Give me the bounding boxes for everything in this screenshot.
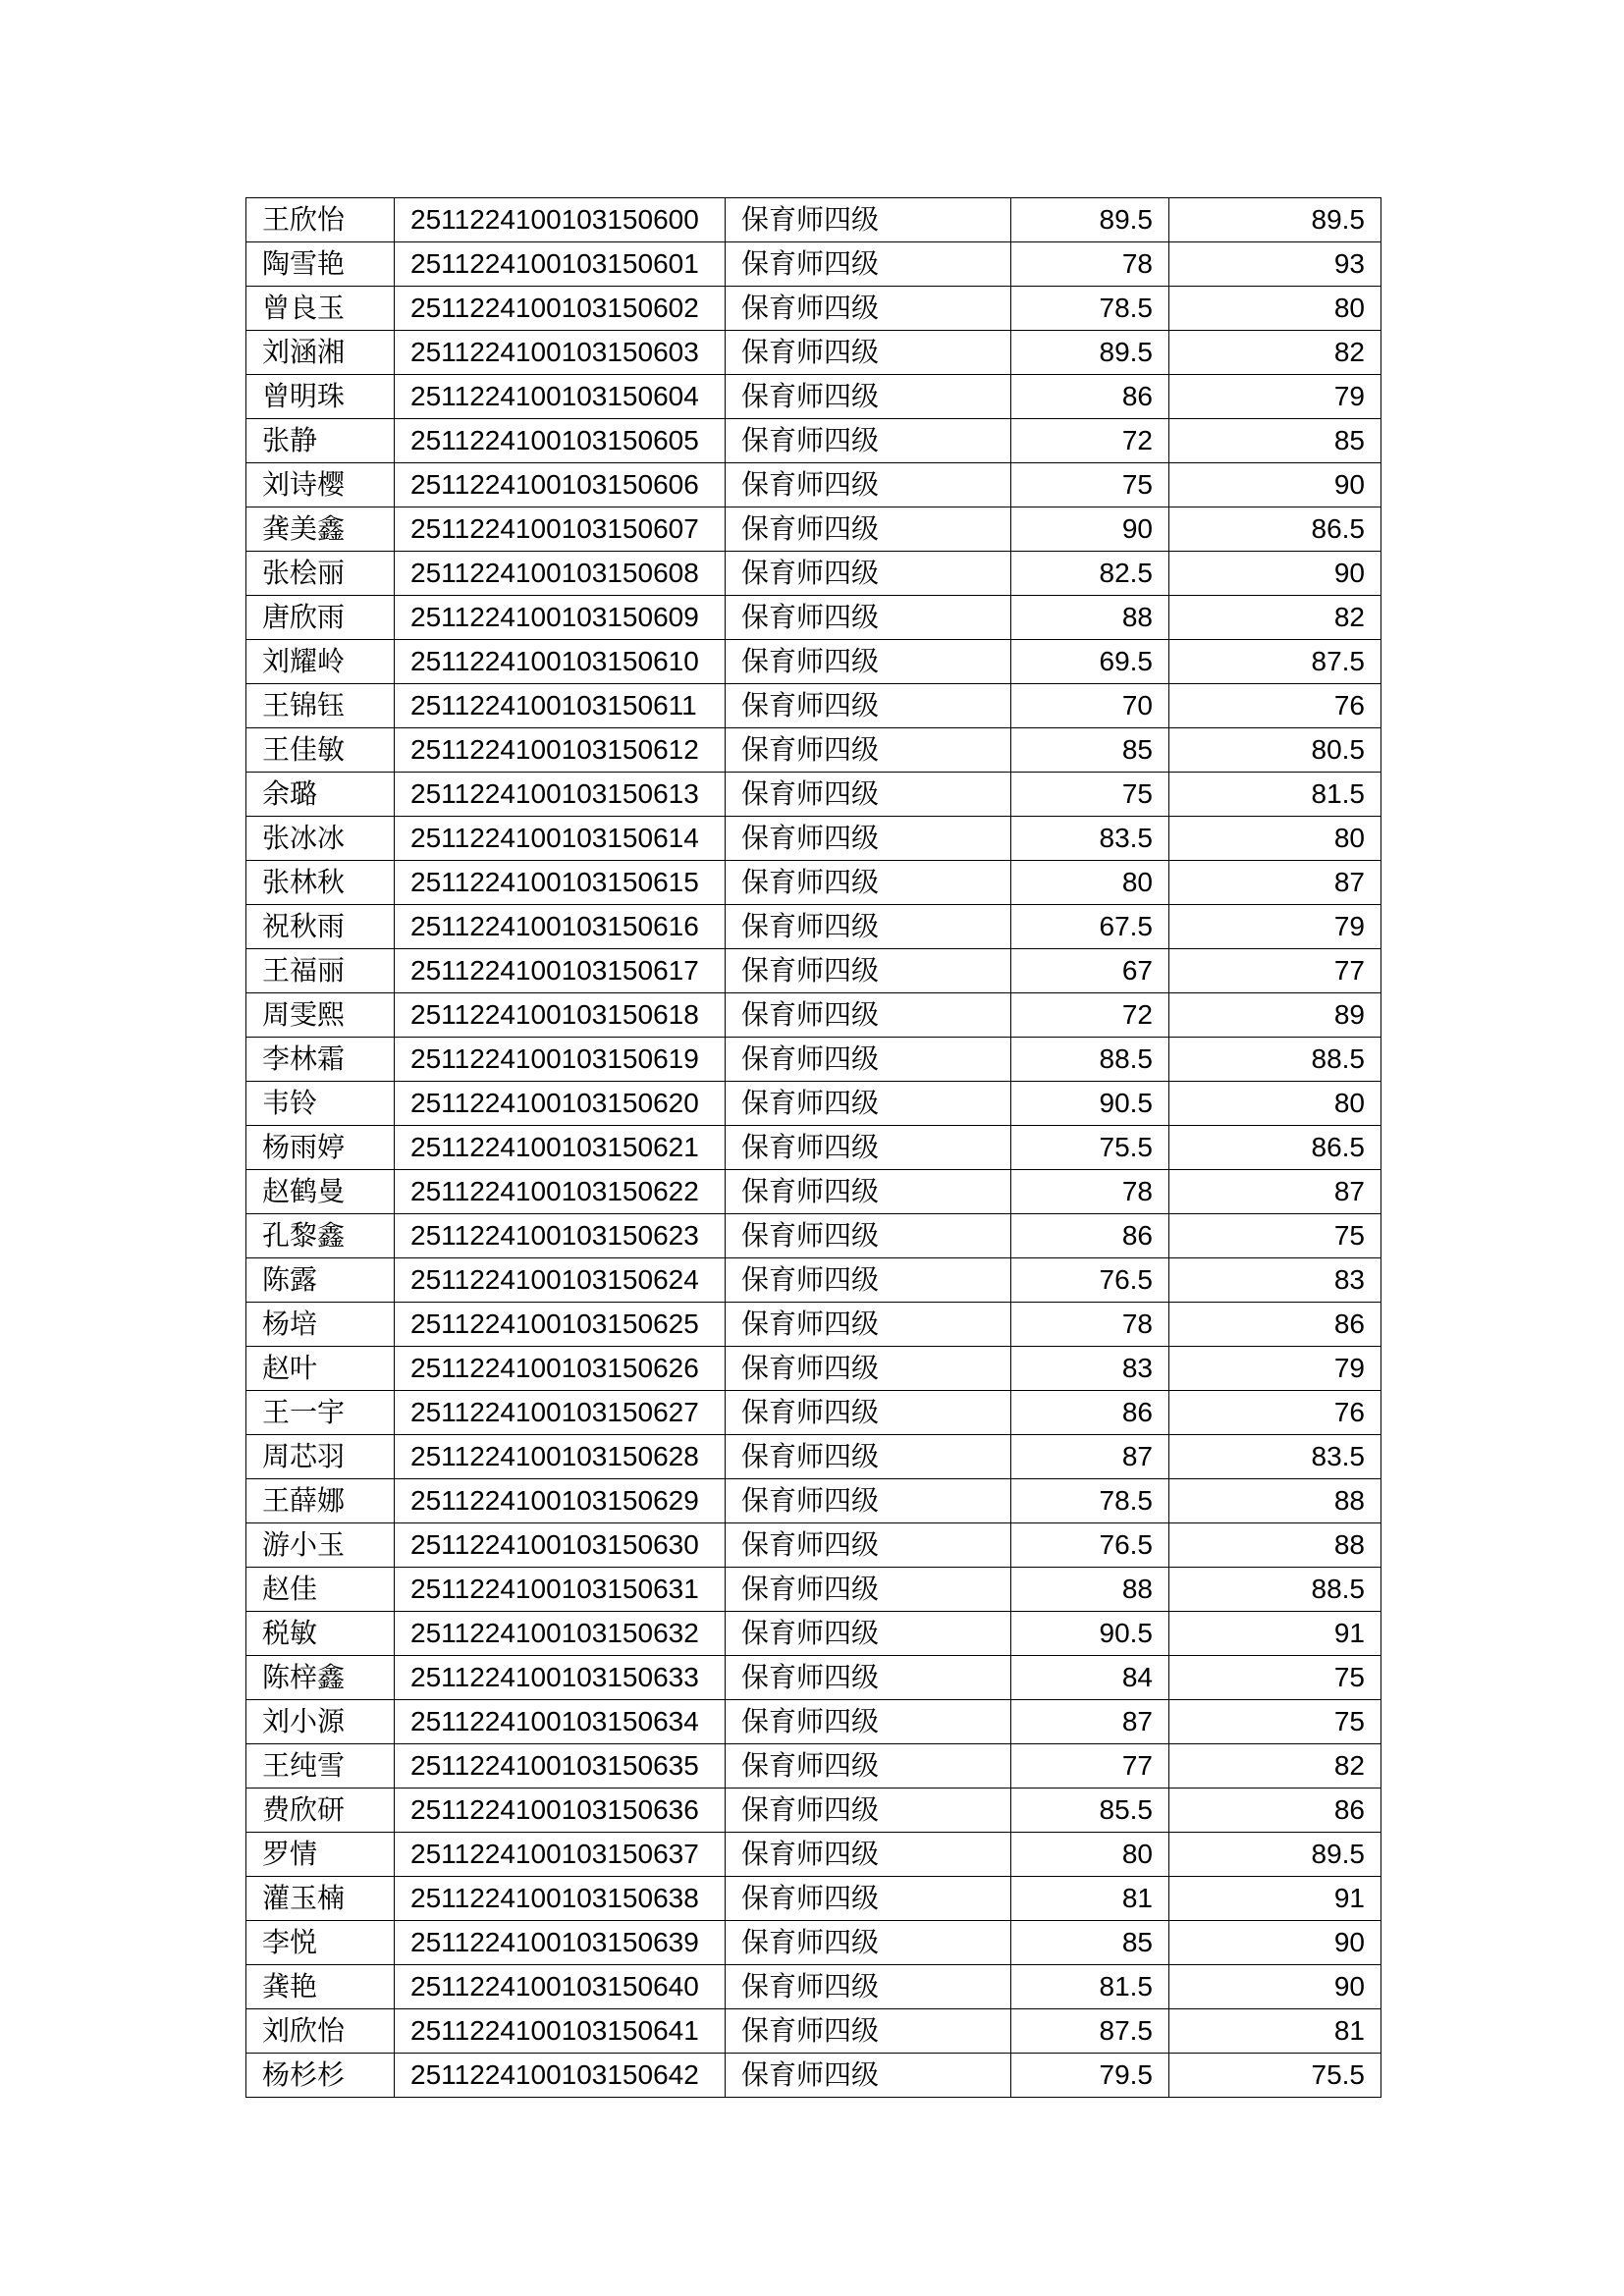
occupation-level-cell: 保育师四级 (726, 419, 1011, 463)
table-row (246, 419, 1381, 463)
occupation-level-cell: 保育师四级 (726, 1170, 1011, 1214)
theory-score-cell: 89.5 (1011, 331, 1169, 375)
candidate-name-cell: 李林霜 (246, 1038, 395, 1082)
table-row (246, 2009, 1381, 2054)
skill-score-cell: 86.5 (1169, 1126, 1381, 1170)
table-row (246, 640, 1381, 684)
table-row (246, 1612, 1381, 1656)
skill-score-cell: 91 (1169, 1612, 1381, 1656)
theory-score-cell: 75 (1011, 773, 1169, 817)
candidate-name-cell: 杨杉杉 (246, 2054, 395, 2098)
skill-score-cell: 80 (1169, 1082, 1381, 1126)
theory-score-cell: 83 (1011, 1347, 1169, 1391)
skill-score-cell: 89 (1169, 993, 1381, 1038)
theory-score-cell: 76.5 (1011, 1258, 1169, 1303)
skill-score-cell: 82 (1169, 331, 1381, 375)
occupation-level-cell: 保育师四级 (726, 1126, 1011, 1170)
occupation-level-cell: 保育师四级 (726, 507, 1011, 552)
theory-score-cell: 85 (1011, 1921, 1169, 1965)
ticket-number-cell: 2511224100103150603 (395, 331, 726, 375)
skill-score-cell: 76 (1169, 684, 1381, 728)
theory-score-cell: 70 (1011, 684, 1169, 728)
ticket-number-cell: 2511224100103150608 (395, 552, 726, 596)
candidate-name-cell: 杨培 (246, 1303, 395, 1347)
skill-score-cell: 83 (1169, 1258, 1381, 1303)
occupation-level-cell: 保育师四级 (726, 1700, 1011, 1744)
theory-score-cell: 86 (1011, 1214, 1169, 1258)
table-row (246, 1038, 1381, 1082)
occupation-level-cell: 保育师四级 (726, 1391, 1011, 1435)
occupation-level-cell: 保育师四级 (726, 861, 1011, 905)
table-row (246, 1258, 1381, 1303)
theory-score-cell: 86 (1011, 1391, 1169, 1435)
skill-score-cell: 93 (1169, 242, 1381, 287)
table-row (246, 1877, 1381, 1921)
ticket-number-cell: 2511224100103150600 (395, 198, 726, 242)
ticket-number-cell: 2511224100103150611 (395, 684, 726, 728)
candidate-name-cell: 孔黎鑫 (246, 1214, 395, 1258)
candidate-name-cell: 刘欣怡 (246, 2009, 395, 2054)
table-row (246, 1170, 1381, 1214)
theory-score-cell: 82.5 (1011, 552, 1169, 596)
theory-score-cell: 72 (1011, 419, 1169, 463)
candidate-name-cell: 灌玉楠 (246, 1877, 395, 1921)
candidate-name-cell: 费欣研 (246, 1789, 395, 1833)
occupation-level-cell: 保育师四级 (726, 287, 1011, 331)
occupation-level-cell: 保育师四级 (726, 1921, 1011, 1965)
candidate-name-cell: 王薛娜 (246, 1479, 395, 1523)
theory-score-cell: 87 (1011, 1435, 1169, 1479)
ticket-number-cell: 2511224100103150634 (395, 1700, 726, 1744)
ticket-number-cell: 2511224100103150621 (395, 1126, 726, 1170)
occupation-level-cell: 保育师四级 (726, 1612, 1011, 1656)
table-row (246, 596, 1381, 640)
table-row (246, 198, 1381, 242)
theory-score-cell: 85.5 (1011, 1789, 1169, 1833)
skill-score-cell: 75.5 (1169, 2054, 1381, 2098)
ticket-number-cell: 2511224100103150619 (395, 1038, 726, 1082)
candidate-name-cell: 税敏 (246, 1612, 395, 1656)
candidate-name-cell: 罗情 (246, 1833, 395, 1877)
ticket-number-cell: 2511224100103150604 (395, 375, 726, 419)
occupation-level-cell: 保育师四级 (726, 1435, 1011, 1479)
ticket-number-cell: 2511224100103150638 (395, 1877, 726, 1921)
candidate-name-cell: 余璐 (246, 773, 395, 817)
theory-score-cell: 78.5 (1011, 287, 1169, 331)
ticket-number-cell: 2511224100103150610 (395, 640, 726, 684)
occupation-level-cell: 保育师四级 (726, 2009, 1011, 2054)
candidate-name-cell: 刘涵湘 (246, 331, 395, 375)
occupation-level-cell: 保育师四级 (726, 1038, 1011, 1082)
ticket-number-cell: 2511224100103150617 (395, 949, 726, 993)
theory-score-cell: 87.5 (1011, 2009, 1169, 2054)
candidate-name-cell: 王锦钰 (246, 684, 395, 728)
ticket-number-cell: 2511224100103150620 (395, 1082, 726, 1126)
candidate-name-cell: 赵鹤曼 (246, 1170, 395, 1214)
table-row (246, 861, 1381, 905)
candidate-name-cell: 张林秋 (246, 861, 395, 905)
skill-score-cell: 79 (1169, 375, 1381, 419)
candidate-name-cell: 王佳敏 (246, 728, 395, 773)
table-row (246, 949, 1381, 993)
occupation-level-cell: 保育师四级 (726, 1303, 1011, 1347)
occupation-level-cell: 保育师四级 (726, 684, 1011, 728)
ticket-number-cell: 2511224100103150639 (395, 1921, 726, 1965)
table-row (246, 287, 1381, 331)
table-row (246, 1744, 1381, 1789)
skill-score-cell: 90 (1169, 463, 1381, 507)
skill-score-cell: 88 (1169, 1479, 1381, 1523)
table-row (246, 1700, 1381, 1744)
theory-score-cell: 80 (1011, 1833, 1169, 1877)
occupation-level-cell: 保育师四级 (726, 1744, 1011, 1789)
ticket-number-cell: 2511224100103150628 (395, 1435, 726, 1479)
occupation-level-cell: 保育师四级 (726, 1656, 1011, 1700)
skill-score-cell: 80 (1169, 287, 1381, 331)
skill-score-cell: 77 (1169, 949, 1381, 993)
theory-score-cell: 86 (1011, 375, 1169, 419)
occupation-level-cell: 保育师四级 (726, 1214, 1011, 1258)
ticket-number-cell: 2511224100103150630 (395, 1523, 726, 1568)
candidate-name-cell: 周芯羽 (246, 1435, 395, 1479)
skill-score-cell: 86 (1169, 1303, 1381, 1347)
candidate-name-cell: 李悦 (246, 1921, 395, 1965)
ticket-number-cell: 2511224100103150623 (395, 1214, 726, 1258)
table-row (246, 993, 1381, 1038)
theory-score-cell: 88.5 (1011, 1038, 1169, 1082)
theory-score-cell: 75.5 (1011, 1126, 1169, 1170)
table-row (246, 905, 1381, 949)
table-row (246, 773, 1381, 817)
table-row (246, 684, 1381, 728)
candidate-name-cell: 王一宇 (246, 1391, 395, 1435)
occupation-level-cell: 保育师四级 (726, 1833, 1011, 1877)
occupation-level-cell: 保育师四级 (726, 463, 1011, 507)
table-row (246, 331, 1381, 375)
ticket-number-cell: 2511224100103150632 (395, 1612, 726, 1656)
ticket-number-cell: 2511224100103150636 (395, 1789, 726, 1833)
theory-score-cell: 90 (1011, 507, 1169, 552)
skill-score-cell: 89.5 (1169, 1833, 1381, 1877)
occupation-level-cell: 保育师四级 (726, 1965, 1011, 2009)
theory-score-cell: 67 (1011, 949, 1169, 993)
theory-score-cell: 76.5 (1011, 1523, 1169, 1568)
theory-score-cell: 77 (1011, 1744, 1169, 1789)
occupation-level-cell: 保育师四级 (726, 552, 1011, 596)
skill-score-cell: 82 (1169, 1744, 1381, 1789)
skill-score-cell: 75 (1169, 1700, 1381, 1744)
theory-score-cell: 90.5 (1011, 1612, 1169, 1656)
skill-score-cell: 76 (1169, 1391, 1381, 1435)
skill-score-cell: 88.5 (1169, 1038, 1381, 1082)
occupation-level-cell: 保育师四级 (726, 596, 1011, 640)
theory-score-cell: 89.5 (1011, 198, 1169, 242)
table-row (246, 242, 1381, 287)
ticket-number-cell: 2511224100103150612 (395, 728, 726, 773)
skill-score-cell: 90 (1169, 1965, 1381, 2009)
candidate-name-cell: 刘诗樱 (246, 463, 395, 507)
table-row (246, 1126, 1381, 1170)
ticket-number-cell: 2511224100103150626 (395, 1347, 726, 1391)
occupation-level-cell: 保育师四级 (726, 1877, 1011, 1921)
ticket-number-cell: 2511224100103150640 (395, 1965, 726, 2009)
table-row (246, 463, 1381, 507)
theory-score-cell: 80 (1011, 861, 1169, 905)
occupation-level-cell: 保育师四级 (726, 1568, 1011, 1612)
table-row (246, 1082, 1381, 1126)
theory-score-cell: 69.5 (1011, 640, 1169, 684)
occupation-level-cell: 保育师四级 (726, 817, 1011, 861)
theory-score-cell: 81.5 (1011, 1965, 1169, 2009)
candidate-name-cell: 曾明珠 (246, 375, 395, 419)
ticket-number-cell: 2511224100103150633 (395, 1656, 726, 1700)
theory-score-cell: 67.5 (1011, 905, 1169, 949)
table-row (246, 1391, 1381, 1435)
theory-score-cell: 72 (1011, 993, 1169, 1038)
candidate-name-cell: 陈梓鑫 (246, 1656, 395, 1700)
table-row (246, 728, 1381, 773)
theory-score-cell: 85 (1011, 728, 1169, 773)
skill-score-cell: 75 (1169, 1214, 1381, 1258)
skill-score-cell: 81 (1169, 2009, 1381, 2054)
theory-score-cell: 87 (1011, 1700, 1169, 1744)
table-row (246, 1303, 1381, 1347)
theory-score-cell: 88 (1011, 596, 1169, 640)
ticket-number-cell: 2511224100103150613 (395, 773, 726, 817)
candidate-name-cell: 唐欣雨 (246, 596, 395, 640)
skill-score-cell: 88.5 (1169, 1568, 1381, 1612)
ticket-number-cell: 2511224100103150637 (395, 1833, 726, 1877)
theory-score-cell: 78 (1011, 242, 1169, 287)
skill-score-cell: 75 (1169, 1656, 1381, 1700)
theory-score-cell: 84 (1011, 1656, 1169, 1700)
candidate-name-cell: 陶雪艳 (246, 242, 395, 287)
candidate-name-cell: 祝秋雨 (246, 905, 395, 949)
ticket-number-cell: 2511224100103150614 (395, 817, 726, 861)
occupation-level-cell: 保育师四级 (726, 375, 1011, 419)
candidate-name-cell: 韦铃 (246, 1082, 395, 1126)
occupation-level-cell: 保育师四级 (726, 905, 1011, 949)
candidate-name-cell: 赵佳 (246, 1568, 395, 1612)
occupation-level-cell: 保育师四级 (726, 728, 1011, 773)
candidate-name-cell: 杨雨婷 (246, 1126, 395, 1170)
skill-score-cell: 87 (1169, 1170, 1381, 1214)
theory-score-cell: 90.5 (1011, 1082, 1169, 1126)
candidate-name-cell: 陈露 (246, 1258, 395, 1303)
skill-score-cell: 87.5 (1169, 640, 1381, 684)
candidate-name-cell: 赵叶 (246, 1347, 395, 1391)
skill-score-cell: 91 (1169, 1877, 1381, 1921)
table-row (246, 1214, 1381, 1258)
occupation-level-cell: 保育师四级 (726, 949, 1011, 993)
occupation-level-cell: 保育师四级 (726, 993, 1011, 1038)
ticket-number-cell: 2511224100103150605 (395, 419, 726, 463)
table-row (246, 1656, 1381, 1700)
occupation-level-cell: 保育师四级 (726, 1789, 1011, 1833)
ticket-number-cell: 2511224100103150642 (395, 2054, 726, 2098)
ticket-number-cell: 2511224100103150635 (395, 1744, 726, 1789)
ticket-number-cell: 2511224100103150602 (395, 287, 726, 331)
occupation-level-cell: 保育师四级 (726, 1258, 1011, 1303)
skill-score-cell: 87 (1169, 861, 1381, 905)
theory-score-cell: 79.5 (1011, 2054, 1169, 2098)
occupation-level-cell: 保育师四级 (726, 1523, 1011, 1568)
candidate-name-cell: 张冰冰 (246, 817, 395, 861)
skill-score-cell: 86.5 (1169, 507, 1381, 552)
ticket-number-cell: 2511224100103150631 (395, 1568, 726, 1612)
ticket-number-cell: 2511224100103150609 (395, 596, 726, 640)
table-row (246, 817, 1381, 861)
candidate-name-cell: 张静 (246, 419, 395, 463)
ticket-number-cell: 2511224100103150627 (395, 1391, 726, 1435)
theory-score-cell: 83.5 (1011, 817, 1169, 861)
theory-score-cell: 81 (1011, 1877, 1169, 1921)
occupation-level-cell: 保育师四级 (726, 1479, 1011, 1523)
table-row (246, 1921, 1381, 1965)
candidate-name-cell: 刘耀岭 (246, 640, 395, 684)
table-row (246, 1435, 1381, 1479)
candidate-name-cell: 王福丽 (246, 949, 395, 993)
skill-score-cell: 83.5 (1169, 1435, 1381, 1479)
ticket-number-cell: 2511224100103150641 (395, 2009, 726, 2054)
candidate-name-cell: 张桧丽 (246, 552, 395, 596)
ticket-number-cell: 2511224100103150615 (395, 861, 726, 905)
table-row (246, 1479, 1381, 1523)
theory-score-cell: 78.5 (1011, 1479, 1169, 1523)
table-row (246, 1347, 1381, 1391)
ticket-number-cell: 2511224100103150601 (395, 242, 726, 287)
table-row (246, 1789, 1381, 1833)
occupation-level-cell: 保育师四级 (726, 1082, 1011, 1126)
skill-score-cell: 82 (1169, 596, 1381, 640)
skill-score-cell: 81.5 (1169, 773, 1381, 817)
occupation-level-cell: 保育师四级 (726, 640, 1011, 684)
ticket-number-cell: 2511224100103150606 (395, 463, 726, 507)
table-row (246, 375, 1381, 419)
theory-score-cell: 88 (1011, 1568, 1169, 1612)
candidate-name-cell: 龚艳 (246, 1965, 395, 2009)
ticket-number-cell: 2511224100103150607 (395, 507, 726, 552)
ticket-number-cell: 2511224100103150625 (395, 1303, 726, 1347)
table-row (246, 1523, 1381, 1568)
candidate-name-cell: 曾良玉 (246, 287, 395, 331)
ticket-number-cell: 2511224100103150618 (395, 993, 726, 1038)
occupation-level-cell: 保育师四级 (726, 1347, 1011, 1391)
theory-score-cell: 78 (1011, 1170, 1169, 1214)
skill-score-cell: 90 (1169, 1921, 1381, 1965)
skill-score-cell: 86 (1169, 1789, 1381, 1833)
candidate-name-cell: 游小玉 (246, 1523, 395, 1568)
skill-score-cell: 90 (1169, 552, 1381, 596)
results-table (245, 197, 1381, 2098)
ticket-number-cell: 2511224100103150622 (395, 1170, 726, 1214)
skill-score-cell: 80 (1169, 817, 1381, 861)
skill-score-cell: 88 (1169, 1523, 1381, 1568)
skill-score-cell: 89.5 (1169, 198, 1381, 242)
candidate-name-cell: 周雯熙 (246, 993, 395, 1038)
candidate-name-cell: 刘小源 (246, 1700, 395, 1744)
table-row (246, 1833, 1381, 1877)
ticket-number-cell: 2511224100103150624 (395, 1258, 726, 1303)
theory-score-cell: 75 (1011, 463, 1169, 507)
table-row (246, 552, 1381, 596)
occupation-level-cell: 保育师四级 (726, 331, 1011, 375)
theory-score-cell: 78 (1011, 1303, 1169, 1347)
skill-score-cell: 80.5 (1169, 728, 1381, 773)
table-row (246, 2054, 1381, 2098)
skill-score-cell: 79 (1169, 905, 1381, 949)
candidate-name-cell: 王欣怡 (246, 198, 395, 242)
skill-score-cell: 79 (1169, 1347, 1381, 1391)
occupation-level-cell: 保育师四级 (726, 2054, 1011, 2098)
skill-score-cell: 85 (1169, 419, 1381, 463)
occupation-level-cell: 保育师四级 (726, 242, 1011, 287)
candidate-name-cell: 龚美鑫 (246, 507, 395, 552)
occupation-level-cell: 保育师四级 (726, 198, 1011, 242)
ticket-number-cell: 2511224100103150616 (395, 905, 726, 949)
occupation-level-cell: 保育师四级 (726, 773, 1011, 817)
table-row (246, 1965, 1381, 2009)
ticket-number-cell: 2511224100103150629 (395, 1479, 726, 1523)
results-table-body (246, 198, 1381, 2098)
candidate-name-cell: 王纯雪 (246, 1744, 395, 1789)
table-row (246, 1568, 1381, 1612)
table-row (246, 507, 1381, 552)
